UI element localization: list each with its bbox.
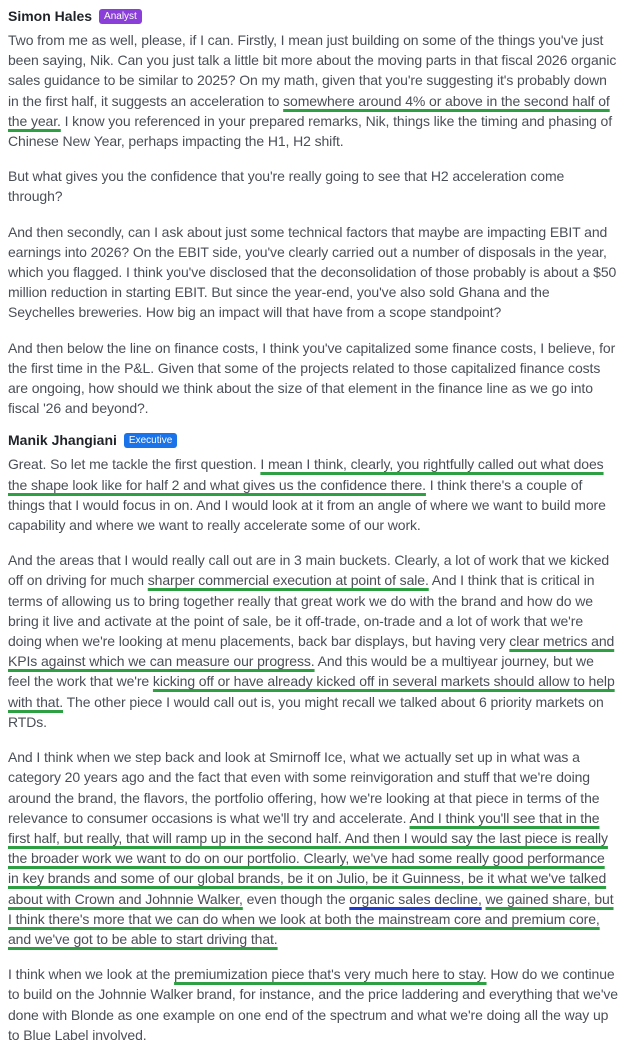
speaker-header	[8, 428, 618, 452]
speaker-header	[8, 4, 618, 28]
paragraph-text: And then secondly, can I ask about just some technical factors that maybe are impacting EBIT and earnings into 2026? On the EBIT side, you've clearly carried out a number of disposals in the year, which you flagged. I think you've disclosed that the deconsolidation of those probably is about a $50 million reduction in starting EBIT. But since the year-end, you've also sold Ghana and the Seychelles breweries. How big an impact will that have from a scope standpoint?	[8, 223, 617, 321]
highlighted-text: somewhere around 4% or above in the second half of the year.	[8, 92, 610, 129]
transcript-paragraph	[8, 222, 618, 323]
transcript-paragraph	[8, 30, 618, 151]
transcript-paragraph	[8, 747, 618, 949]
highlighted-text-blue: organic sales decline,	[349, 890, 482, 907]
paragraph-text: And I think when we step back and look at Smirnoff Ice, what we actually set up in what was a category 20 years ago and the fact that even with some reinvigoration and stuff that we're doing around the brand, the flavors, the portfolio offering, how we're looking at that piece in terms of the relevance to consumer occasions is what we'll try and accelerate.	[8, 749, 600, 826]
paragraph-text: And then below the line on finance costs, I think you've capitalized some finance costs, I believe, for the first time in the P&L. Given that some of the projects related to those capitalized finance costs are ongoing, how should we think about the size of that element in the finance line as we go into fiscal '26 and beyond?.	[8, 339, 616, 417]
paragraph-text: I know you referenced in your prepared remarks, Nik, things like the timing and phasing of Chinese New Year, perhaps impacting the H1, H2 shift.	[8, 112, 613, 150]
paragraph-text: Great. So let me tackle the first question.	[8, 456, 261, 473]
role-badge-executive: Executive	[124, 433, 177, 448]
highlighted-text: we gained share, but I think there's more that we can do when we look at both the mainstream core and premium core, and we've got to be able to start driving that.	[8, 890, 614, 947]
paragraph-text: And this would be a multiyear journey, but we feel the work that we're	[8, 653, 594, 690]
paragraph-text: even though the	[242, 890, 350, 907]
highlighted-text: sharper commercial execution at point of sale.	[147, 572, 429, 589]
paragraph-text: I think when we look at the	[8, 966, 175, 983]
transcript-paragraph	[8, 338, 618, 419]
paragraph-text: How do we continue to build on the Johnnie Walker brand, for instance, and the price laddering and everything that we've done with Blonde as one example on one end of the spectrum and what we're doing all the way up to Blue Label involved.	[8, 966, 618, 1043]
paragraph-text: And I think that is critical in terms of allowing us to bring together really that great work we do with the brand and how do we bring it live and activate at the point of sale, be it off-trade, on-trade and a lot of work that we're doing when we're looking at menu placements, back bar displays, but having very	[8, 572, 595, 650]
transcript-paragraph	[8, 166, 618, 206]
highlighted-text: kicking off or have already kicked off in several markets should allow to help with that.	[8, 673, 615, 710]
transcript-paragraph	[8, 454, 618, 535]
paragraph-text: Two from me as well, please, if I can. Firstly, I mean just building on some of the things you've just been saying, Nik. Can you just talk a little bit more about the moving parts in that fiscal 2026 organic sales guidance to be similar to 2025? On my math, given that you're suggesting it's probably down in the first half, it suggests an acceleration to	[8, 32, 617, 109]
highlighted-text: And I think you'll see that in the first half, but really, that will ramp up in the second half. And then I would say the last piece is really the broader work we want to do on our portfolio. Clearly, we've had some really good performance in key brands and some of our global brands, be it on Julio, be it Guinness, be it what we've talked about with Crown and Johnnie Walker,	[8, 809, 608, 907]
speaker-name: Simon Hales	[8, 8, 93, 24]
transcript-paragraph	[8, 550, 618, 732]
paragraph-text: But what gives you the confidence that you're really going to see that H2 acceleration come through?	[8, 168, 565, 205]
transcript-paragraph	[8, 964, 618, 1045]
paragraph-text: And the areas that I would really call out are in 3 main buckets. Clearly, a lot of work that we kicked off on driving for much	[8, 552, 610, 589]
highlighted-text: premiumization piece that's very much here to stay.	[174, 966, 487, 983]
highlighted-text: clear metrics and KPIs against which we can measure our progress.	[8, 633, 615, 670]
speaker-name: Manik Jhangiani	[8, 432, 117, 449]
highlighted-text: I mean I think, clearly, you rightfully called out what does the shape look like for half 2 and what gives us the confidence there.	[8, 456, 604, 493]
role-badge-analyst: Analyst	[99, 9, 142, 24]
paragraph-text: I think there's a couple of things that I would focus in on. And I would look at it from an angle of where we want to build more capability and where we want to really accelerate some of our work.	[8, 476, 606, 534]
paragraph-text: The other piece I would call out is, you might recall we talked about 6 priority markets on RTDs.	[8, 693, 604, 730]
